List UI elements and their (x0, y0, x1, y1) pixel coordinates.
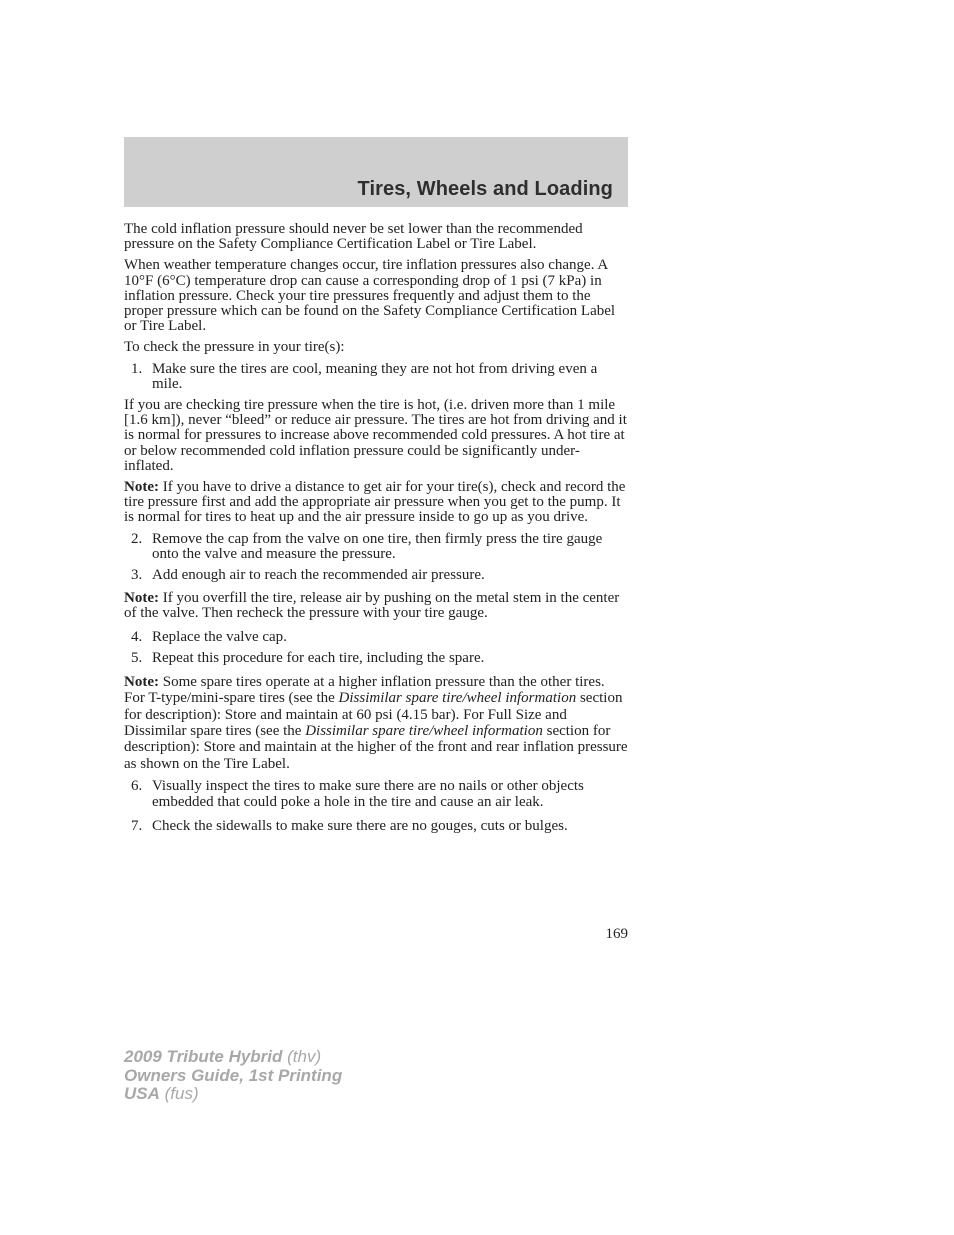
steps-list (124, 778, 628, 835)
paragraph: If you are checking tire pressure when the tire is hot, (i.e. driven more than 1 mile [1.6 km]), never “bleed” or reduce air pressure. The tires are hot from driving and it is normal for pressures to increase above recommended cold pressures. A hot tire at or below recommended cold inflation pressure could be significantly under-inflated. (124, 397, 627, 474)
note-text: If you overfill the tire, release air by pushing on the metal stem in the center of the valve. Then recheck the pressure with your tire gauge. (124, 590, 620, 622)
list-item (124, 532, 628, 562)
footer-market: USA (124, 1084, 160, 1103)
list-item (124, 818, 628, 834)
step-text: Remove the cap from the valve on one tire, then firmly press the tire gauge onto the valve and measure the pressure. (152, 530, 603, 562)
list-item (124, 568, 628, 583)
note-text: Some spare tires operate at a higher inflation pressure than the other tires. For T-type/mini-spare tires (see the (124, 674, 605, 707)
list-item (124, 778, 628, 811)
steps-list (124, 362, 628, 392)
note-label: Note: (124, 590, 159, 607)
footer-line (124, 1085, 342, 1104)
cross-reference: Dissimilar spare tire/wheel information (338, 690, 577, 707)
step-number: 4. (131, 628, 143, 645)
step-text: Add enough air to reach the recommended air pressure. (152, 567, 485, 584)
step-text: Make sure the tires are cool, meaning they are not hot from driving even a mile. (152, 360, 598, 392)
step-text: Replace the valve cap. (152, 628, 287, 645)
step-number: 6. (131, 777, 143, 794)
steps-list (124, 630, 628, 666)
footer-edition: Owners Guide, 1st Printing (124, 1065, 343, 1085)
page-number: 169 (605, 926, 628, 942)
note (124, 674, 628, 772)
note-label: Note: (124, 479, 159, 496)
note-text: If you have to drive a distance to get air for your tire(s), check and record the tire pressure first and add the appropriate air pressure when you get to the pump. It is normal for tires to heat up and the air pressure inside to go up as you drive. (124, 479, 626, 526)
note (124, 591, 628, 621)
steps-list (124, 532, 628, 584)
list-item (124, 362, 628, 392)
paragraph: To check the pressure in your tire(s): (124, 339, 345, 356)
step-number: 1. (131, 360, 143, 377)
note-text: section for description): Store and maintain at 60 psi (4.15 bar). For Full Size and Dissimilar spare tires (see the (124, 690, 623, 739)
step-text: Check the sidewalls to make sure there are no gouges, cuts or bulges. (152, 818, 568, 835)
page-content (124, 222, 628, 841)
list-item (124, 651, 628, 666)
step-number: 3. (131, 567, 143, 584)
section-header-band (124, 137, 628, 207)
document-footer (124, 1048, 342, 1104)
step-text: Visually inspect the tires to make sure there are no nails or other objects embedded that could poke a hole in the tire and cause an air leak. (152, 777, 584, 811)
cross-reference: Dissimilar spare tire/wheel information (305, 722, 543, 739)
note-label: Note: (124, 674, 159, 691)
step-number: 2. (131, 530, 143, 547)
note-text: section for description): Store and maintain at the higher of the front and rear inflation pressure as shown on the Tire Label. (124, 722, 628, 772)
paragraph: When weather temperature changes occur, tire inflation pressures also change. A 10°F (6°C) temperature drop can cause a corresponding drop of 1 psi (7 kPa) in inflation pressure. Check your tire pressures frequently and adjust them to the proper pressure which can be found on the Safety Compliance Certification Label or Tire Label. (124, 257, 616, 335)
step-number: 7. (131, 818, 143, 835)
footer-line (124, 1048, 342, 1067)
paragraph: The cold inflation pressure should never be set lower than the recommended pressure on the Safety Compliance Certification Label or Tire Label. (124, 221, 583, 253)
footer-line (124, 1067, 342, 1086)
footer-model: 2009 Tribute Hybrid (124, 1047, 283, 1066)
list-item (124, 630, 628, 645)
footer-code: (thv) (282, 1047, 322, 1066)
step-number: 5. (131, 649, 143, 666)
section-title: Tires, Wheels and Loading (357, 178, 613, 200)
note (124, 480, 628, 526)
footer-code: (fus) (159, 1084, 199, 1103)
step-text: Repeat this procedure for each tire, including the spare. (152, 649, 485, 666)
